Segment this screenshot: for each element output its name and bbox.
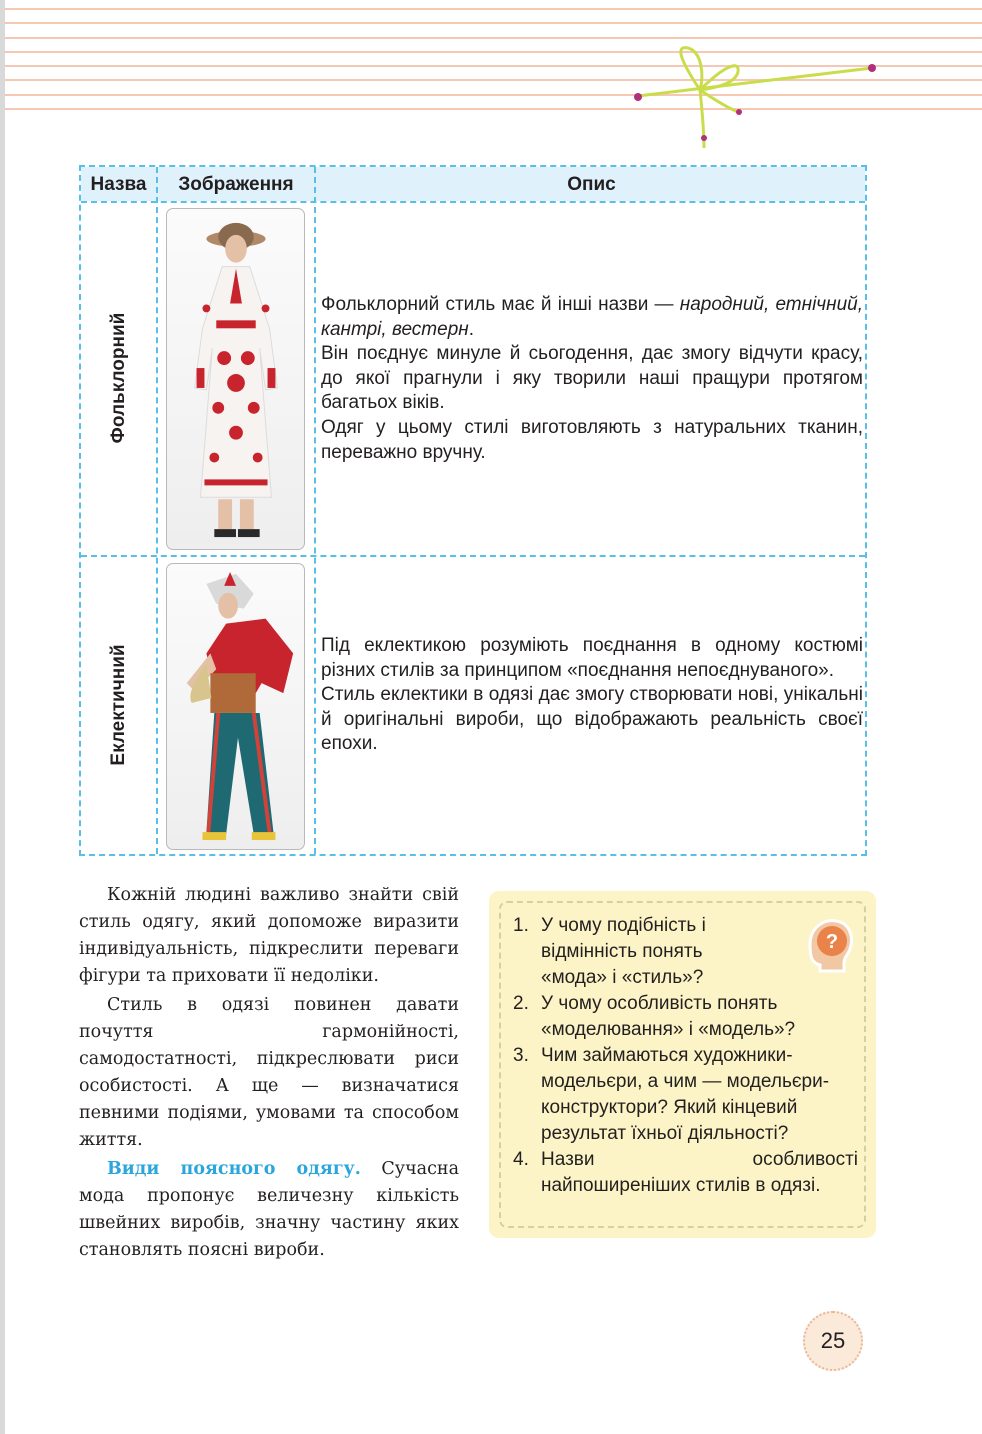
body-text <box>79 882 459 1266</box>
section-keyword: Види поясного одягу. <box>107 1159 361 1179</box>
paragraph-1: Кожній людині важливо знайти свій стиль одягу, який допоможе виразити індивідуальність, підкреслити переваги фігури та приховати її недоліки. <box>79 885 459 986</box>
ribbon-bow-icon <box>620 40 890 160</box>
eclectic-description: Під еклектикою розуміють поєднання в одному костюмі різних стилів за принципом «поєднання непоєднуваного». Стиль еклектики в одязі дає змогу створювати нові, унікальні й оригінальні вироби, що відображають реальність своєї епохи. <box>321 635 863 755</box>
header-image: Зображення <box>178 174 294 195</box>
styles-table: Назва Зображення Опис Фольклорний Фольклорний стиль має й інші назви — народний, етнічний, кантрі, вестерн. Він поєднує минуле й сьогодення, дає змогу відчути красу, до якої прагнули і яку творили наші пращури протягом багатьох віків. Одяг у цьому стилі виготовляють з натуральних тканин, переважно вручну. Еклектичний Під еклектикою розуміють поєднання в одному костюмі різних стилів за принципом «поєднання непоєднуваного». Стиль еклектики в одязі дає змогу створювати нові, унікальні й оригінальні вироби, що відображають реальність своєї епохи. <box>79 165 867 856</box>
page-edge <box>0 0 5 1434</box>
question-item: 2. У чому особливість понять «моделювання» і «модель»? <box>513 993 796 1040</box>
page-number: 25 <box>803 1311 863 1371</box>
eclectic-outfit-photo <box>166 563 305 850</box>
folk-dress-photo <box>166 208 305 550</box>
question-item: 1. У чому подібність і відмінність понять «мода» і «стиль»? <box>513 915 706 988</box>
svg-text:?: ? <box>825 931 839 953</box>
header-name: Назва <box>90 174 147 195</box>
question-item: 4. Назви особливості найпоширеніших стилів в одязі. <box>513 1149 858 1196</box>
paragraph-2: Стиль в одязі повинен давати почуття гармонійності, самодостатності, підкреслювати риси особистості. А ще — визначатися певними подіями, умовами та способом життя. <box>79 995 459 1150</box>
folk-description: Фольклорний стиль має й інші назви — народний, етнічний, кантрі, вестерн. Він поєднує минуле й сьогодення, дає змогу відчути красу, до якої прагнули і яку творили наші пращури протягом багатьох віків. Одяг у цьому стилі виготовляють з натуральних тканин, переважно вручну. <box>321 294 864 463</box>
question-item: 3. Чим займаються художники-модельєри, а чим — модельєри-конструктори? Який кінцевий результат їхньої діяльності? <box>513 1045 830 1144</box>
paragraph-3: Види поясного одягу. Сучасна мода пропонує величезну кількість швейних виробів, значну частину яких становлять поясні вироби. <box>79 1159 459 1260</box>
question-head-icon <box>800 915 856 975</box>
header-description: Опис <box>567 174 616 195</box>
